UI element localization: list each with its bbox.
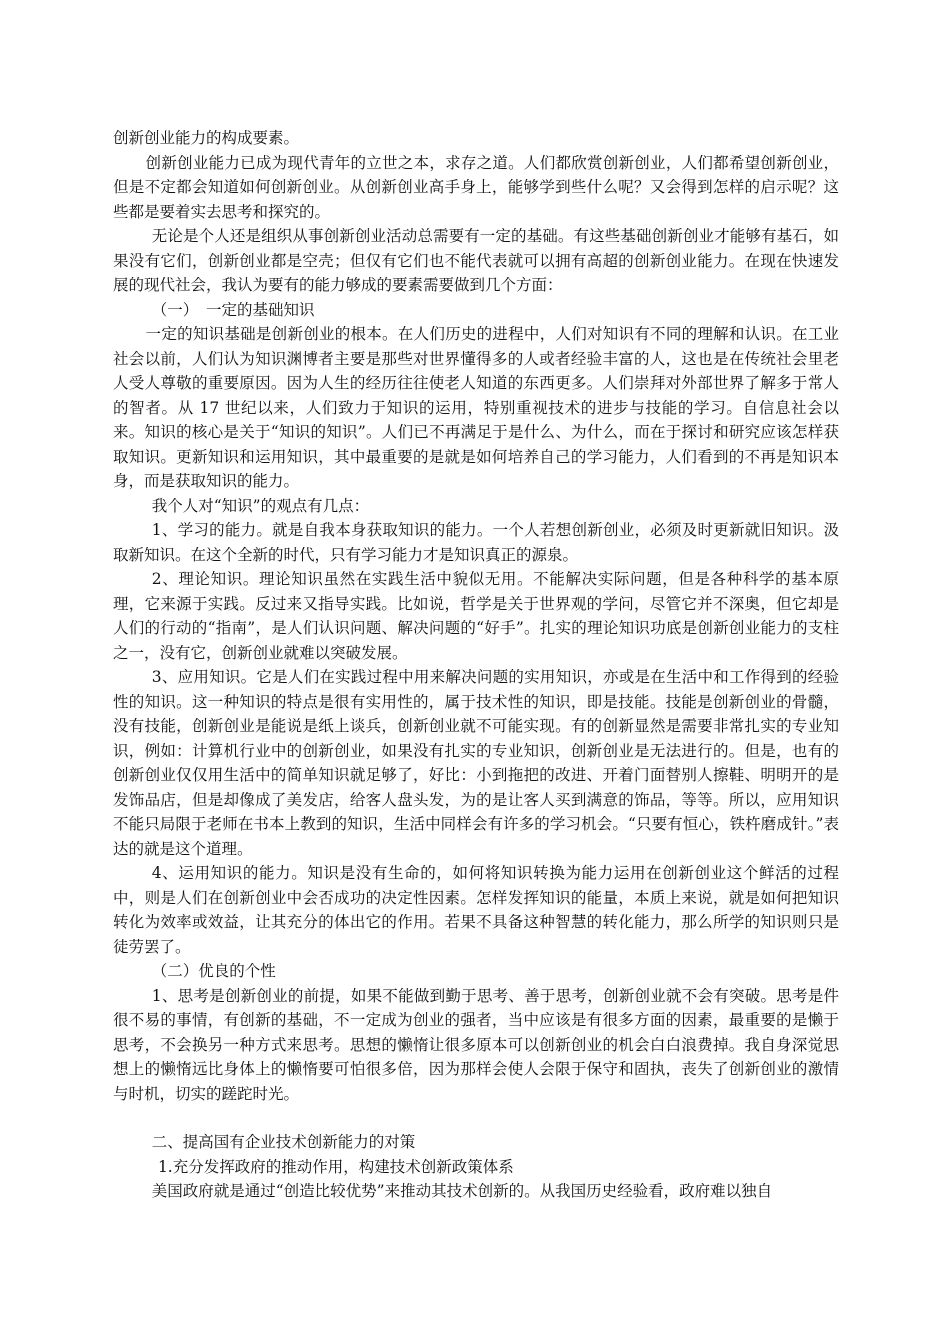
paragraph: 一定的知识基础是创新创业的根本。在人们历史的进程中，人们对知识有不同的理解和认识。在工业社会以前，人们认为知识渊博者主要是那些对世界懂得多的人或者经验丰富的人，这也是在传统社会里老人受人尊敬的重要原因。因为人生的经历往往使老人知道的东西更多。人们崇拜对外部世界了解多于常人的智者。从 17 世纪以来，人们致力于知识的运用，特别重视技术的进步与技能的学习。自信息社会以来。知识的核心是关于“知识的知识”。人们已不再满足于是什么、为什么，而在于探讨和研究应该怎样获取知识。更新知识和运用知识，其中最重要的是就是如何培养自己的学习能力，人们看到的不再是知识本身，而是获取知识的能力。 xyxy=(113,325,839,490)
list-item: 2、理论知识。理论知识虽然在实践生活中貌似无用。不能解决实际问题，但是各种科学的基本原理，它来源于实践。反过来又指导实践。比如说，哲学是关于世界观的学问，尽管它并不深奥，但它却是人们的行动的“指南”，是人们认识问题、解决问题的“好手”。扎实的理论知识功底是创新创业能力的支柱之一，没有它，创新创业就难以突破发展。 xyxy=(113,570,839,662)
paragraph: 美国政府就是通过“创造比较优势”来推动其技术创新的。从我国历史经验看，政府难以独自 xyxy=(151,1182,773,1200)
list-item: 1、学习的能力。就是自我本身获取知识的能力。一个人若想创新创业，必须及时更新就旧知识。汲取新知识。在这个全新的时代，只有学习能力才是知识真正的源泉。 xyxy=(113,521,839,564)
document-body xyxy=(113,126,839,1204)
list-item: 3、应用知识。它是人们在实践过程中用来解决问题的实用知识，亦或是在生活中和工作得到的经验性的知识。这一种知识的特点是很有实用性的，属于技术性的知识，即是技能。技能是创新创业的骨髓，没有技能，创新创业是能说是纸上谈兵，创新创业就不可能实现。有的创新显然是需要非常扎实的专业知识，例如：计算机行业中的创新创业，如果没有扎实的专业知识，创新创业是无法进行的。但是，也有的创新创业仅仅用生活中的简单知识就足够了，好比：小到拖把的改进、开着门面替别人擦鞋、明明开的是发饰品店，但是却像成了美发店，给客人盘头发，为的是让客人买到满意的饰品，等等。所以，应用知识不能只局限于老师在书本上教到的知识，生活中同样会有许多的学习机会。“只要有恒心，铁杵磨成针。”表达的就是这个道理。 xyxy=(113,668,839,858)
paragraph: 无论是个人还是组织从事创新创业活动总需要有一定的基础。有这些基础创新创业才能够有基石，如果没有它们，创新创业都是空壳；但仅有它们也不能代表就可以拥有高超的创新创业能力。在现在快速发展的现代社会，我认为要有的能力够成的要素需要做到几个方面： xyxy=(113,227,839,294)
section-heading-basic-knowledge: （一） 一定的基础知识 xyxy=(151,300,315,319)
list-item: 4、运用知识的能力。知识是没有生命的，如何将知识转换为能力运用在创新创业这个鲜活的过程中，则是人们在创新创业中会否成功的决定性因素。怎样发挥知识的能量，本质上来说，就是如何把知识转化为效率或效益，让其充分的体出它的作用。若果不具备这种智慧的转化能力，那么所学的知识则只是徒劳罢了。 xyxy=(113,864,839,956)
section-heading-personality: （二）优良的个性 xyxy=(151,962,276,980)
paragraph: 创新创业能力已成为现代青年的立世之本，求存之道。人们都欣赏创新创业，人们都希望创新创业，但是不定都会知道如何创新创业。从创新创业高手身上，能够学到些什么呢？又会得到怎样的启示呢？这些都是要着实去思考和探究的。 xyxy=(113,153,839,221)
list-item: 1、思考是创新创业的前提，如果不能做到勤于思考、善于思考，创新创业就不会有突破。思考是件很不易的事情，有创新的基础，不一定成为创业的强者，当中应该是有很多方面的因素，最重要的是懒于思考，不会换另一种方式来思考。思想的懒惰让很多原本可以创新创业的机会白白浪费掉。我自身深觉思想上的懒惰远比身体上的懒惰要可怕很多倍，因为那样会使人会限于保守和固执，丧失了创新创业的激情与时机，切实的蹉跎时光。 xyxy=(113,986,839,1103)
subsection-heading: 1.充分发挥政府的推动作用，构建技术创新政策体系 xyxy=(157,1157,514,1176)
paragraph: 创新创业能力的构成要素。 xyxy=(113,129,300,147)
blank-line xyxy=(113,1106,839,1130)
section-heading-countermeasures: 二、提高国有企业技术创新能力的对策 xyxy=(151,1133,416,1151)
paragraph: 我个人对“知识”的观点有几点： xyxy=(151,496,370,515)
